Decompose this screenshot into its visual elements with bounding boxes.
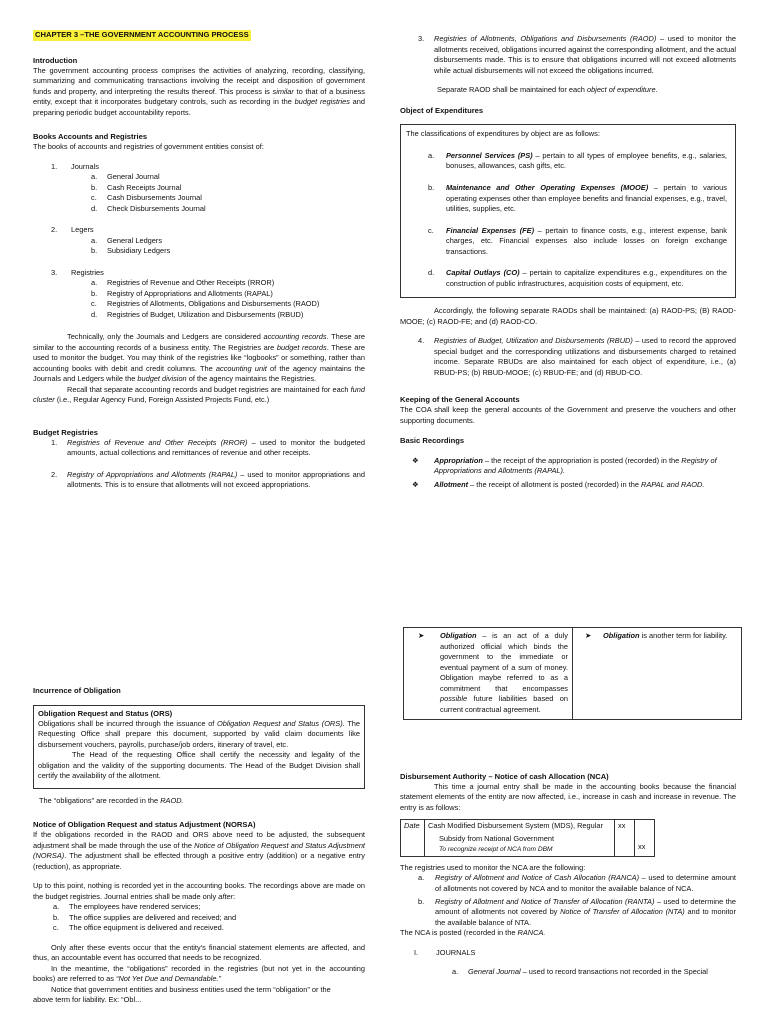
list-item: b. Subsidiary Ledgers bbox=[91, 246, 171, 256]
ledgers-sublist bbox=[91, 236, 365, 257]
ors-paragraph: Obligations shall be incurred through the issuance of Obligation Request and Status (ORS). The Requesting Office shall prepare this document, supported by valid claim documents like disbursement vouchers, payrolls, purchase/job orders, itinerary of travel, etc. bbox=[38, 718, 360, 749]
incurrence-section bbox=[33, 686, 365, 1003]
journals-sublist bbox=[91, 172, 365, 214]
journal-entry-table bbox=[400, 819, 655, 857]
rbud-item: 4. Registries of Budget, Utilization and Disbursements (RBUD) – used to record the approved special budget and the corresponding utilizations and disbursements charged to retained income. Separate RBUDs are also maintained for each object of expenditure, i.e., (a) RBUD-PS; (b) RBUD-MOOE; (c) RBUD-FE; and (d) RBUD-CO. bbox=[418, 336, 736, 377]
object-of-expenditures-heading: Object of Expenditures bbox=[400, 105, 484, 115]
list-item: 3. Registries bbox=[51, 267, 104, 277]
credit-account: Subsidy from National Government To recognize receipt of NCA from DBM bbox=[425, 833, 615, 857]
basic-recordings-heading: Basic Recordings bbox=[400, 436, 465, 446]
notice-cut-line: above term for liability. Ex: “Obl... bbox=[33, 995, 142, 1004]
diamond-bullet-icon: ❖ bbox=[412, 479, 419, 489]
after-list bbox=[53, 902, 365, 934]
recall-paragraph: Recall that separate accounting records and budget registries are maintained for each fund cluster (i.e., Regular Agency Fund, Foreign Assisted Projects Fund, etc.) bbox=[33, 384, 365, 405]
left-column bbox=[33, 30, 365, 491]
keeping-heading: Keeping of the General Accounts bbox=[400, 395, 520, 405]
registries-nca-text: The registries used to monitor the NCA are the following: bbox=[400, 862, 586, 872]
incurrence-heading: Incurrence of Obligation bbox=[33, 686, 121, 695]
entry-note: To recognize receipt of NCA from DBM bbox=[439, 846, 553, 854]
list-item: d. Capital Outlays (CO) – pertain to capitalize expenditures e.g., expenditures on the construction of public infrastructures, acquisition costs of equipment, etc. bbox=[428, 268, 727, 288]
journals-heading-item: I. JOURNALS bbox=[414, 947, 476, 957]
credit-amount: xx bbox=[635, 833, 655, 857]
list-item: b. Registry of Appropriations and Allotments (RAPAL) bbox=[91, 288, 273, 298]
norsa-paragraph: If the obligations recorded in the RAOD and ORS above need to be adjusted, the subsequent adjustment shall be made through the use of the Notice of Obligation Request and Status Adjustment (NORSA). The adjustment shall be effected through a positive entry (addition) or a negative entry (reduction), as appropriate. bbox=[33, 830, 365, 871]
debit-amount: xx bbox=[615, 820, 635, 833]
list-item: c. Cash Disbursements Journal bbox=[91, 193, 202, 203]
list-item: a. Registry of Allotment and Notice of Cash Allocation (RANCA) – used to determine amount of allotments not covered by NCA and to monitor the available balance of NCA. bbox=[418, 873, 736, 893]
ors-box bbox=[33, 705, 365, 789]
separate-raod: Separate RAOD shall be maintained for each object of expenditure. bbox=[437, 85, 658, 95]
ors-heading: Obligation Request and Status (ORS) bbox=[38, 708, 173, 718]
intro-heading: Introduction bbox=[33, 55, 78, 65]
technically-paragraph: Technically, only the Journals and Ledgers are considered accounting records. These are similar to the accounting records of a business entity. The Registries are budget records. These are used to monitor the budget. You may think of the registries like “logbooks” or something, rather than accounting books with debit and credit columns. The accounting unit of the agency maintains the Journals and Ledgers while the budget division of the agency maintains the Registries. bbox=[33, 332, 365, 384]
notice-paragraph: Notice that government entities and business entities used the term “obligation” or the bbox=[51, 984, 331, 994]
nca-heading: Disbursement Authority – Notice of cash Allocation (NCA) bbox=[400, 772, 609, 781]
arrow-bullet-icon: ➤ bbox=[418, 631, 425, 640]
keeping-paragraph: The COA shall keep the general accounts of the Government and preserve the vouchers and other supporting documents. bbox=[400, 405, 736, 425]
nca-posted-text: The NCA is posted (recorded in the RANCA. bbox=[400, 928, 546, 938]
ors-certify-paragraph: The Head of the requesting Office shall certify the necessity and legality of the obligation and the validity of the supporting documents. The Head of the Budget Division shall certify the availability of the allotment. bbox=[38, 750, 360, 781]
expenditures-box bbox=[400, 124, 736, 298]
list-item: b. The office supplies are delivered and received; and bbox=[53, 912, 237, 922]
intro-paragraph: The government accounting process comprises the activities of analyzing, recording, classifying, summarizing and communicating transactions involving the receipt and disposition of government funds and property, and interpreting the results thereof. This process is similar to that of a business entity, except that it incorporates budgetary controls, such as recording in the budget registries and preparing periodic budget accountability reports. bbox=[33, 65, 366, 117]
list-item: c. Registries of Allotments, Obligations and Disbursements (RAOD) bbox=[91, 299, 320, 309]
list-item: 1. Registries of Revenue and Other Receipts (RROR) – used to monitor the budgeted amounts, actual collections and remittances of revenue and other receipts. bbox=[51, 437, 365, 458]
list-item: a. The employees have rendered services; bbox=[53, 902, 201, 912]
budget-registries-heading: Budget Registries bbox=[33, 427, 98, 437]
obligation-definition-cell: ➤ Obligation – is an act of a duly authorized official which binds the government to the immediate or eventual payment of a sum of money. Obligation maybe referred to as a commitment that encompasses possible future liabilities based on current contractual agreement. bbox=[403, 627, 573, 720]
norsa-heading: Notice of Obligation Request and status Adjustment (NORSA) bbox=[33, 820, 256, 830]
only-after-paragraph: Only after these events occur that the entity's financial statement elements are affected, and thus, an accountable event has occurred that needs to be recognized. bbox=[33, 942, 365, 963]
chapter-title: CHAPTER 3 –THE GOVERNMENT ACCOUNTING PROCESS bbox=[35, 30, 249, 39]
list-item: 2. Legers bbox=[51, 225, 94, 235]
list-item: d. Check Disbursements Journal bbox=[91, 203, 206, 213]
registries-sublist bbox=[91, 278, 365, 320]
list-item: ❖ Allotment – the receipt of allotment is posted (recorded) in the RAPAL and RAOD. bbox=[400, 480, 736, 491]
list-item: b. Maintenance and Other Operating Expenses (MOOE) – pertain to various operating expenses other than employee benefits and financial expenses, e.g., travel, utilities, supplies, etc. bbox=[428, 182, 727, 214]
list-item: a. Personnel Services (PS) – pertain to all types of employee benefits, e.g., salaries, bonuses, allowances, cash gifts, etc. bbox=[428, 150, 727, 171]
debit-account: Cash Modified Disbursement System (MDS), Regular bbox=[425, 820, 615, 833]
list-item: d. Registries of Budget, Utilization and Disbursements (RBUD) bbox=[91, 309, 304, 319]
general-journal-item: a. General Journal – used to record transactions not recorded in the Special bbox=[452, 967, 708, 977]
list-item: b. Registry of Allotment and Notice of Transfer of Allocation (RANTA) – used to determine the amount of allotments not covered by Notice of Transfer of Allocation (NTA) and to monitor the available balance of NTA. bbox=[418, 896, 736, 927]
books-paragraph: The books of accounts and registries of government entities consist of: bbox=[33, 142, 264, 152]
meantime-paragraph: In the meantime, the “obligations” recorded in the registries (but not yet in the accounting books) are referred to as “Not Yet Due and Demandable.” bbox=[33, 963, 365, 984]
right-column bbox=[400, 30, 736, 491]
list-item: a. General Journal bbox=[91, 172, 160, 182]
list-item: b. Cash Receipts Journal bbox=[91, 182, 182, 192]
nca-paragraph: This time a journal entry shall be made in the accounting books because the financial statement elements of the entity are now affected, i.e., increase in cash and increase in revenue. The entry is as follows: bbox=[400, 781, 736, 812]
raod-item: 3. Registries of Allotments, Obligations and Disbursements (RAOD) – used to monitor the allotments received, obligations incurred against the corresponding allotment, and the actual disbursements made. This is to ensure that obligations incurred will not exceed allotments while actual disbursements will not exceed the obligations incurred. bbox=[418, 34, 736, 75]
up-to-this-point-paragraph: Up to this point, nothing is recorded yet in the accounting books. The recordings above are made on the budget registries. Journal entries shall be made only after: bbox=[33, 881, 365, 901]
list-item: c. Financial Expenses (FE) – pertain to finance costs, e.g., interest expense, bank charges, etc. Financial expenses also include losses on foreign exchange transactions. bbox=[428, 225, 727, 256]
list-item: 2. Registry of Appropriations and Allotments (RAPAL) – used to monitor appropriations and allotments. This is to ensure that allotments will not exceed appropriations. bbox=[51, 469, 365, 490]
books-list bbox=[33, 162, 365, 321]
list-item: ❖ Appropriation – the receipt of the appropriation is posted (recorded) in the Registry of Appropriations and Allotments (RAPAL). bbox=[400, 456, 736, 477]
list-item: c. The office equipment is delivered and received. bbox=[53, 923, 224, 933]
list-item: a. General Ledgers bbox=[91, 235, 163, 245]
obligation-liability-cell: ➤ Obligation is another term for liability. bbox=[573, 627, 742, 720]
date-cell: Date bbox=[401, 820, 425, 857]
obligation-box bbox=[403, 627, 742, 720]
list-item: 1. Journals bbox=[51, 161, 99, 171]
list-item: a. Registries of Revenue and Other Receipts (RROR) bbox=[91, 278, 275, 288]
accordingly-paragraph: Accordingly, the following separate RAODs shall be maintained: (a) RAOD-PS; (B) RAOD-MOOE; (c) RAOD-FE; and (d) RAOD-CO. bbox=[400, 306, 736, 326]
recorded-in-raod: The “obligations” are recorded in the RAOD. bbox=[39, 795, 184, 805]
books-heading: Books Accounts and Registries bbox=[33, 132, 148, 142]
expenditures-intro: The classifications of expenditures by object are as follows: bbox=[406, 129, 600, 139]
nca-section bbox=[400, 772, 736, 978]
diamond-bullet-icon: ❖ bbox=[412, 455, 419, 465]
arrow-bullet-icon: ➤ bbox=[585, 631, 592, 640]
